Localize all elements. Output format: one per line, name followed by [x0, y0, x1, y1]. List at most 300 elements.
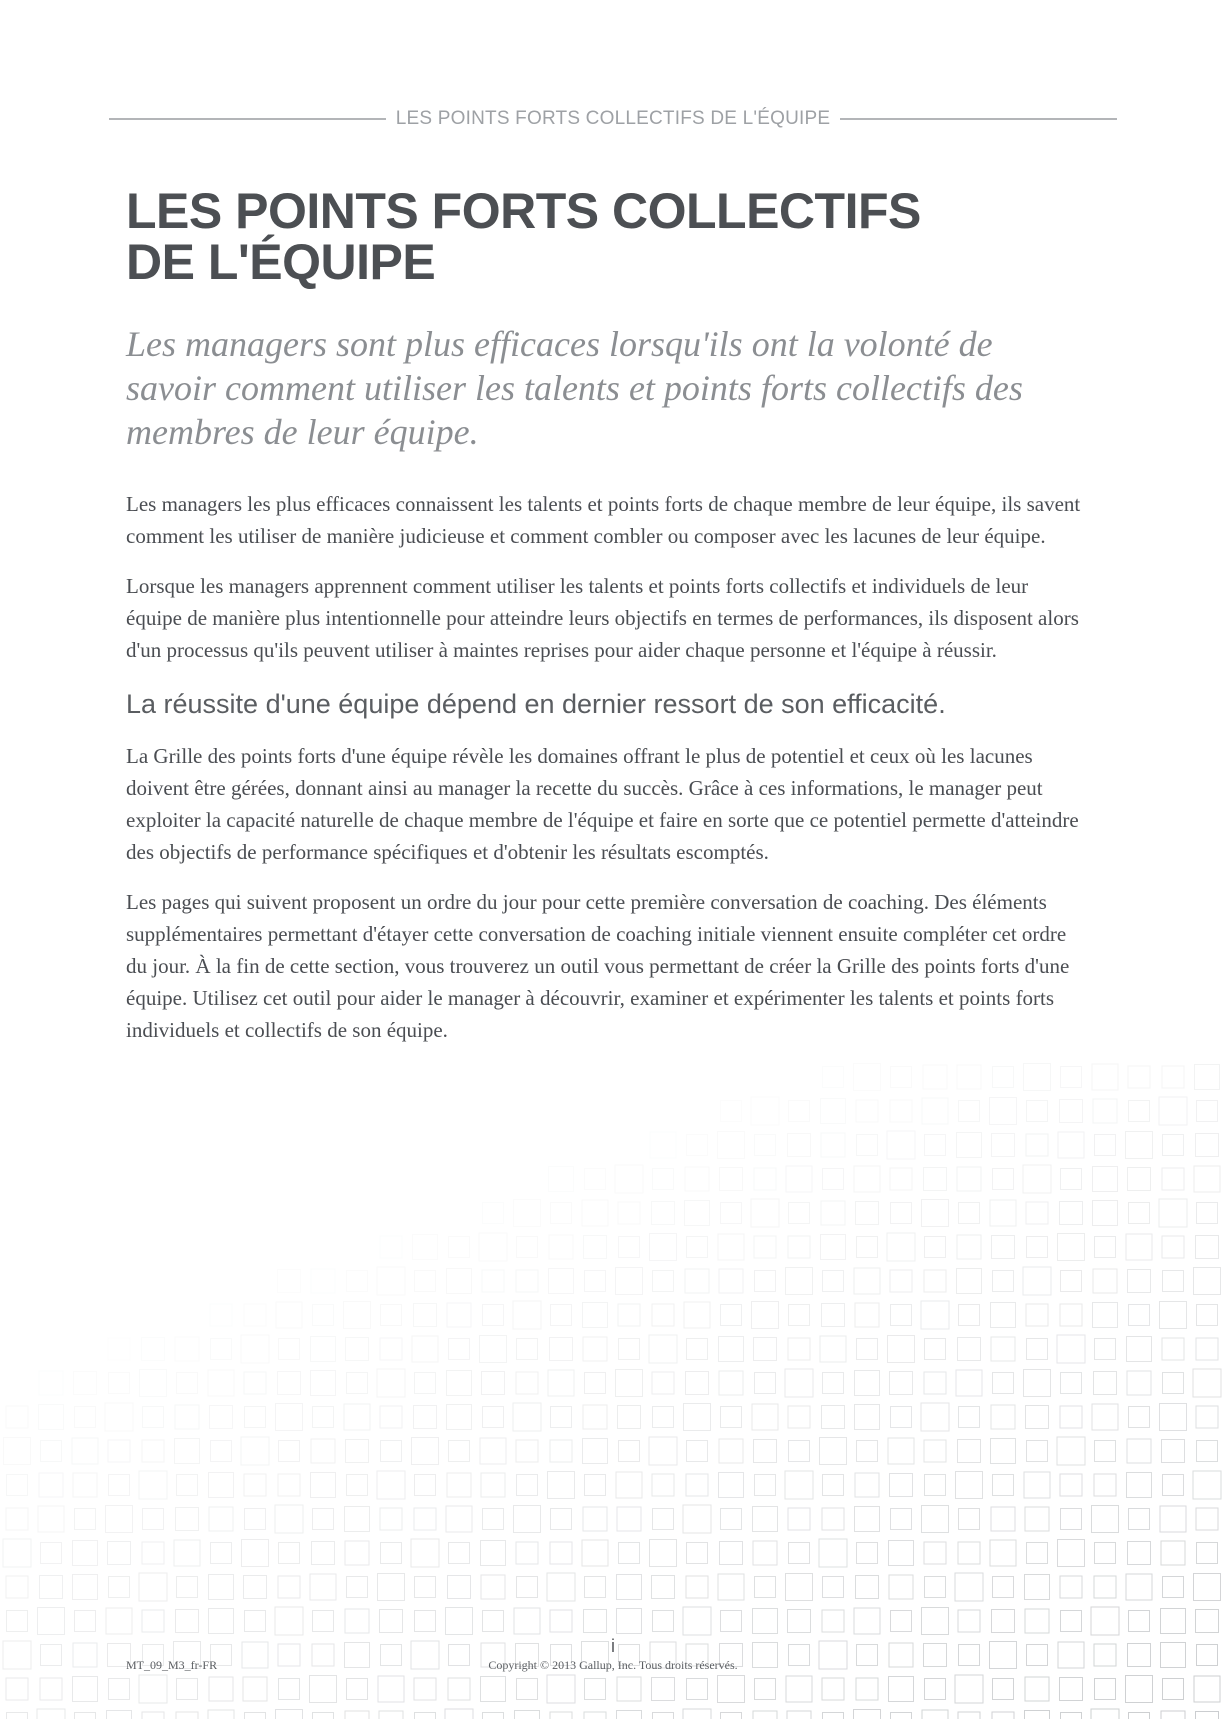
grid-square	[1095, 1339, 1116, 1360]
page-title-line1: LES POINTS FORTS COLLECTIFS	[126, 183, 921, 239]
grid-square	[889, 1643, 913, 1667]
grid-square	[142, 1542, 164, 1564]
grid-square	[1060, 1304, 1082, 1326]
grid-square	[1196, 1610, 1219, 1633]
grid-square	[891, 1067, 912, 1088]
grid-square	[278, 1644, 300, 1666]
grid-square	[585, 1271, 606, 1292]
grid-square	[923, 1065, 947, 1089]
paragraph-2: Lorsque les managers apprennent comment utiliser les talents et points forts collectifs et individuels de leur équipe de manière plus intentionnelle pour atteindre leurs objectifs en termes de performances, ils disposent alors d'un processus qu'ils peuvent utiliser à maintes reprises pour aider chaque personne et l'équipe à réussir.	[126, 574, 1079, 662]
grid-square	[209, 1575, 234, 1600]
grid-square	[751, 1199, 779, 1227]
grid-square	[1058, 1234, 1085, 1261]
grid-square	[142, 1338, 165, 1361]
grid-square	[209, 1473, 234, 1498]
grid-square	[891, 1713, 912, 1719]
grid-square	[822, 1406, 845, 1429]
grid-square	[1023, 1165, 1051, 1193]
grid-square	[1061, 1169, 1082, 1190]
grid-square	[1162, 1168, 1184, 1190]
grid-square	[517, 1237, 538, 1258]
grid-square	[857, 1441, 878, 1462]
grid-square	[1024, 1370, 1051, 1397]
grid-square	[683, 1505, 711, 1533]
grid-square	[585, 1475, 606, 1496]
grid-square	[925, 1135, 946, 1156]
grid-square	[381, 1441, 402, 1462]
grid-square	[891, 1305, 912, 1326]
grid-square	[483, 1407, 504, 1428]
grid-square	[39, 1473, 63, 1497]
grid-square	[415, 1611, 436, 1632]
grid-square	[245, 1509, 266, 1530]
grid-square	[1027, 1101, 1048, 1122]
grid-square	[447, 1371, 472, 1396]
grid-square	[718, 1234, 744, 1260]
grid-square	[276, 1710, 303, 1719]
grid-square	[347, 1475, 368, 1496]
grid-square	[313, 1713, 334, 1719]
grid-square	[347, 1271, 368, 1292]
grid-square	[377, 1471, 405, 1499]
grid-square	[1163, 1679, 1184, 1700]
grid-square	[6, 1406, 28, 1428]
grid-square	[958, 1542, 980, 1564]
grid-square	[1197, 1203, 1218, 1224]
page-title-line2: DE L'ÉQUIPE	[126, 234, 436, 290]
grid-square	[653, 1271, 674, 1292]
grid-square	[1161, 1609, 1186, 1634]
grid-square	[37, 1709, 65, 1719]
grid-square	[1194, 1268, 1221, 1295]
grid-square	[721, 1407, 742, 1428]
grid-square	[313, 1305, 334, 1326]
grid-square	[209, 1507, 233, 1531]
grid-square	[311, 1473, 336, 1498]
grid-square	[73, 1541, 98, 1566]
grid-square	[786, 1268, 813, 1295]
grid-square	[993, 1271, 1014, 1292]
grid-square	[380, 1406, 402, 1428]
grid-square	[514, 1506, 541, 1533]
grid-square	[278, 1576, 300, 1598]
grid-square	[925, 1237, 946, 1258]
grid-square	[721, 1203, 742, 1224]
grid-square	[414, 1678, 436, 1700]
grid-square	[3, 1539, 31, 1567]
grid-square	[1060, 1474, 1082, 1496]
grid-square	[821, 1099, 846, 1124]
grid-square	[789, 1203, 810, 1224]
grid-square	[823, 1373, 844, 1394]
grid-square	[649, 1437, 677, 1465]
grid-square	[109, 1679, 130, 1700]
grid-square	[447, 1303, 471, 1327]
grid-square	[583, 1507, 607, 1531]
grid-square	[1061, 1713, 1082, 1719]
grid-square	[617, 1575, 642, 1600]
grid-square	[479, 1233, 507, 1261]
grid-square	[1162, 1440, 1185, 1463]
grid-square	[109, 1475, 130, 1496]
grid-square	[6, 1508, 28, 1530]
grid-square	[924, 1168, 947, 1191]
grid-square	[312, 1542, 335, 1565]
grid-square	[789, 1543, 810, 1564]
grid-square	[618, 1406, 641, 1429]
grid-square	[550, 1338, 573, 1361]
grid-square	[513, 1301, 541, 1329]
grid-square	[959, 1407, 980, 1428]
grid-square	[516, 1372, 538, 1394]
grid-square	[955, 1573, 983, 1601]
grid-square	[990, 1642, 1017, 1669]
grid-square	[752, 1404, 778, 1430]
grid-square	[551, 1509, 572, 1530]
grid-square	[1091, 1607, 1119, 1635]
grid-square	[380, 1508, 402, 1530]
grid-square	[991, 1405, 1015, 1429]
grid-square	[1161, 1643, 1186, 1668]
grid-square	[891, 1203, 912, 1224]
grid-square	[415, 1577, 436, 1598]
grid-square	[991, 1337, 1015, 1361]
grid-square	[1128, 1066, 1150, 1088]
grid-square	[992, 1134, 1015, 1157]
grid-square	[243, 1677, 267, 1701]
grid-square	[310, 1574, 336, 1600]
grid-square	[1194, 1676, 1220, 1702]
grid-square	[514, 1200, 541, 1227]
grid-square	[1025, 1507, 1049, 1531]
grid-square	[513, 1403, 541, 1431]
grid-square	[788, 1338, 810, 1360]
grid-square	[788, 1236, 810, 1258]
grid-square	[856, 1202, 879, 1225]
grid-square	[718, 1676, 745, 1703]
grid-square	[345, 1609, 369, 1633]
grid-square	[211, 1543, 232, 1564]
grid-square	[890, 1168, 912, 1190]
grid-square	[3, 1641, 31, 1669]
grid-square	[177, 1577, 198, 1598]
grid-square	[1129, 1407, 1150, 1428]
grid-square	[176, 1508, 199, 1531]
grid-square	[446, 1608, 473, 1635]
grid-square	[683, 1607, 711, 1635]
grid-square	[448, 1576, 471, 1599]
grid-square	[921, 1403, 949, 1431]
grid-square	[279, 1339, 300, 1360]
grid-square	[683, 1709, 711, 1719]
grid-square	[514, 1608, 540, 1634]
grid-square	[823, 1577, 844, 1598]
grid-square	[990, 1098, 1017, 1125]
grid-square	[347, 1577, 368, 1598]
grid-square	[1129, 1101, 1150, 1122]
grid-square	[1127, 1337, 1152, 1362]
grid-square	[652, 1576, 675, 1599]
grid-square	[177, 1373, 198, 1394]
grid-square	[1163, 1271, 1184, 1292]
grid-square	[687, 1135, 708, 1156]
grid-square	[1193, 1471, 1221, 1499]
grid-square	[821, 1133, 845, 1157]
grid-square	[447, 1269, 472, 1294]
grid-square	[652, 1372, 674, 1394]
grid-square	[753, 1507, 778, 1532]
grid-square	[822, 1304, 845, 1327]
grid-square	[482, 1372, 505, 1395]
grid-square	[7, 1713, 28, 1719]
grid-square	[1127, 1439, 1151, 1463]
grid-square	[752, 1302, 779, 1329]
grid-square	[276, 1404, 303, 1431]
header-rule-right	[840, 118, 1117, 120]
grid-square	[1061, 1373, 1082, 1394]
grid-square	[379, 1711, 403, 1719]
grid-square	[1026, 1202, 1048, 1224]
grid-square	[583, 1439, 608, 1464]
grid-square	[924, 1440, 946, 1462]
grid-square	[209, 1609, 234, 1634]
grid-square	[1162, 1066, 1184, 1088]
grid-square	[1197, 1441, 1218, 1462]
grid-square	[1129, 1713, 1150, 1719]
grid-square	[755, 1475, 776, 1496]
grid-square	[109, 1577, 130, 1598]
grid-square	[619, 1441, 640, 1462]
grid-square	[1060, 1576, 1082, 1598]
grid-square	[1027, 1645, 1048, 1666]
grid-square	[755, 1373, 776, 1394]
grid-square	[140, 1370, 167, 1397]
page-title	[126, 183, 986, 290]
grid-square	[346, 1338, 369, 1361]
grid-square	[517, 1577, 538, 1598]
grid-square	[175, 1337, 199, 1361]
grid-square	[786, 1676, 812, 1702]
grid-square	[585, 1373, 606, 1394]
grid-square	[72, 1438, 98, 1464]
grid-square	[1093, 1201, 1118, 1226]
grid-square	[377, 1267, 405, 1295]
grid-square	[685, 1269, 709, 1293]
grid-square	[1196, 1338, 1218, 1360]
grid-square	[547, 1675, 575, 1703]
grid-square	[244, 1474, 266, 1496]
grid-square	[925, 1577, 946, 1598]
grid-square	[653, 1407, 674, 1428]
grid-square	[721, 1101, 742, 1122]
grid-square	[1127, 1473, 1152, 1498]
grid-square	[619, 1237, 640, 1258]
grid-square	[652, 1474, 674, 1496]
grid-square	[821, 1201, 845, 1225]
grid-square	[720, 1542, 743, 1565]
grid-square	[1197, 1305, 1218, 1326]
grid-square	[788, 1134, 811, 1157]
grid-square	[75, 1509, 96, 1530]
grid-square	[6, 1678, 28, 1700]
grid-square	[517, 1679, 538, 1700]
grid-square	[616, 1370, 643, 1397]
grid-square	[1060, 1678, 1083, 1701]
grid-square	[687, 1237, 708, 1258]
grid-square	[347, 1373, 368, 1394]
grid-square	[1160, 1404, 1187, 1431]
grid-square	[1093, 1167, 1118, 1192]
grid-square	[959, 1305, 980, 1326]
grid-square	[143, 1509, 164, 1530]
grid-square	[449, 1441, 470, 1462]
grid-square	[1094, 1372, 1117, 1395]
grid-square	[1026, 1406, 1049, 1429]
grid-square	[1128, 1542, 1151, 1565]
grid-square	[279, 1441, 300, 1462]
grid-square	[718, 1574, 744, 1600]
grid-square	[755, 1271, 776, 1292]
grid-square	[821, 1235, 846, 1260]
grid-square	[721, 1509, 742, 1530]
grid-square	[378, 1676, 404, 1702]
grid-square	[75, 1407, 96, 1428]
grid-square	[857, 1135, 878, 1156]
grid-square	[1160, 1302, 1187, 1329]
grid-square	[1162, 1236, 1184, 1258]
grid-square	[959, 1645, 980, 1666]
running-header-title: LES POINTS FORTS COLLECTIFS DE L'ÉQUIPE	[395, 108, 831, 129]
grid-square	[788, 1508, 810, 1530]
grid-square	[209, 1677, 233, 1701]
grid-square	[958, 1712, 980, 1719]
grid-square	[313, 1509, 334, 1530]
grid-square	[210, 1406, 233, 1429]
grid-square	[687, 1543, 708, 1564]
grid-square	[993, 1169, 1014, 1190]
grid-square	[823, 1713, 844, 1719]
grid-square	[993, 1679, 1014, 1700]
grid-square	[449, 1237, 470, 1258]
grid-square	[719, 1337, 744, 1362]
grid-square	[653, 1713, 674, 1719]
grid-square	[107, 1711, 132, 1719]
grid-square	[278, 1474, 300, 1496]
grid-square	[1027, 1237, 1048, 1258]
grid-square	[1095, 1441, 1116, 1462]
grid-square	[753, 1609, 778, 1634]
header-rule-left	[109, 118, 386, 120]
grid-square	[789, 1101, 810, 1122]
grid-square	[993, 1067, 1014, 1088]
grid-square	[686, 1372, 709, 1395]
grid-square	[649, 1335, 677, 1363]
grid-square	[823, 1475, 844, 1496]
grid-square	[615, 1165, 643, 1193]
grid-square	[1026, 1134, 1048, 1156]
grid-square	[993, 1577, 1014, 1598]
grid-square	[109, 1373, 130, 1394]
grid-square	[1159, 1097, 1187, 1125]
section-subheading: La réussite d'une équipe dépend en dernier ressort de son efficacité.	[126, 689, 946, 719]
grid-square	[788, 1610, 811, 1633]
grid-square	[547, 1573, 575, 1601]
grid-square	[753, 1711, 777, 1719]
grid-square	[585, 1169, 606, 1190]
grid-square	[1027, 1441, 1048, 1462]
grid-square	[922, 1710, 948, 1719]
grid-square	[718, 1132, 745, 1159]
grid-square	[245, 1611, 266, 1632]
grid-square	[1060, 1100, 1083, 1123]
grid-square	[958, 1440, 981, 1463]
grid-square	[40, 1678, 62, 1700]
grid-square	[1128, 1644, 1151, 1667]
grid-square	[446, 1506, 472, 1532]
grid-square	[855, 1371, 880, 1396]
grid-square	[823, 1169, 844, 1190]
grid-square	[1197, 1543, 1218, 1564]
grid-square	[311, 1439, 335, 1463]
grid-square	[414, 1508, 436, 1530]
grid-square	[721, 1713, 742, 1719]
grid-square	[483, 1203, 504, 1224]
grid-square	[925, 1339, 946, 1360]
grid-square	[785, 1369, 813, 1397]
grid-square	[313, 1407, 334, 1428]
grid-square	[73, 1575, 98, 1600]
grid-square	[550, 1440, 572, 1462]
grid-square	[653, 1169, 674, 1190]
grid-square	[412, 1438, 439, 1465]
grid-square	[820, 1438, 847, 1465]
grid-square	[889, 1677, 914, 1702]
grid-square	[754, 1236, 776, 1258]
grid-square	[957, 1167, 981, 1191]
grid-square	[1027, 1339, 1048, 1360]
grid-square	[1060, 1406, 1082, 1428]
grid-square	[755, 1577, 776, 1598]
grid-square	[957, 1269, 982, 1294]
grid-square	[279, 1543, 300, 1564]
grid-square	[754, 1440, 777, 1463]
grid-square	[924, 1542, 946, 1564]
grid-square	[39, 1371, 63, 1395]
grid-square	[380, 1338, 402, 1360]
grid-square	[1058, 1642, 1084, 1668]
grid-square	[1057, 1335, 1085, 1363]
grid-square	[957, 1235, 981, 1259]
grid-square	[481, 1473, 505, 1497]
grid-square	[1129, 1305, 1150, 1326]
grid-square	[719, 1269, 743, 1293]
running-header	[109, 104, 1117, 134]
grid-square	[582, 1200, 608, 1226]
grid-square	[176, 1712, 198, 1719]
grid-square	[956, 1370, 982, 1396]
grid-square	[381, 1305, 402, 1326]
grid-square	[819, 1539, 847, 1567]
grid-square	[75, 1611, 96, 1632]
grid-square	[245, 1407, 266, 1428]
grid-square	[1161, 1711, 1185, 1719]
grid-square	[174, 1540, 200, 1566]
grid-square	[241, 1437, 269, 1465]
grid-square	[1194, 1574, 1221, 1601]
grid-square	[447, 1473, 471, 1497]
grid-square	[887, 1233, 915, 1261]
grid-square	[1024, 1472, 1050, 1498]
